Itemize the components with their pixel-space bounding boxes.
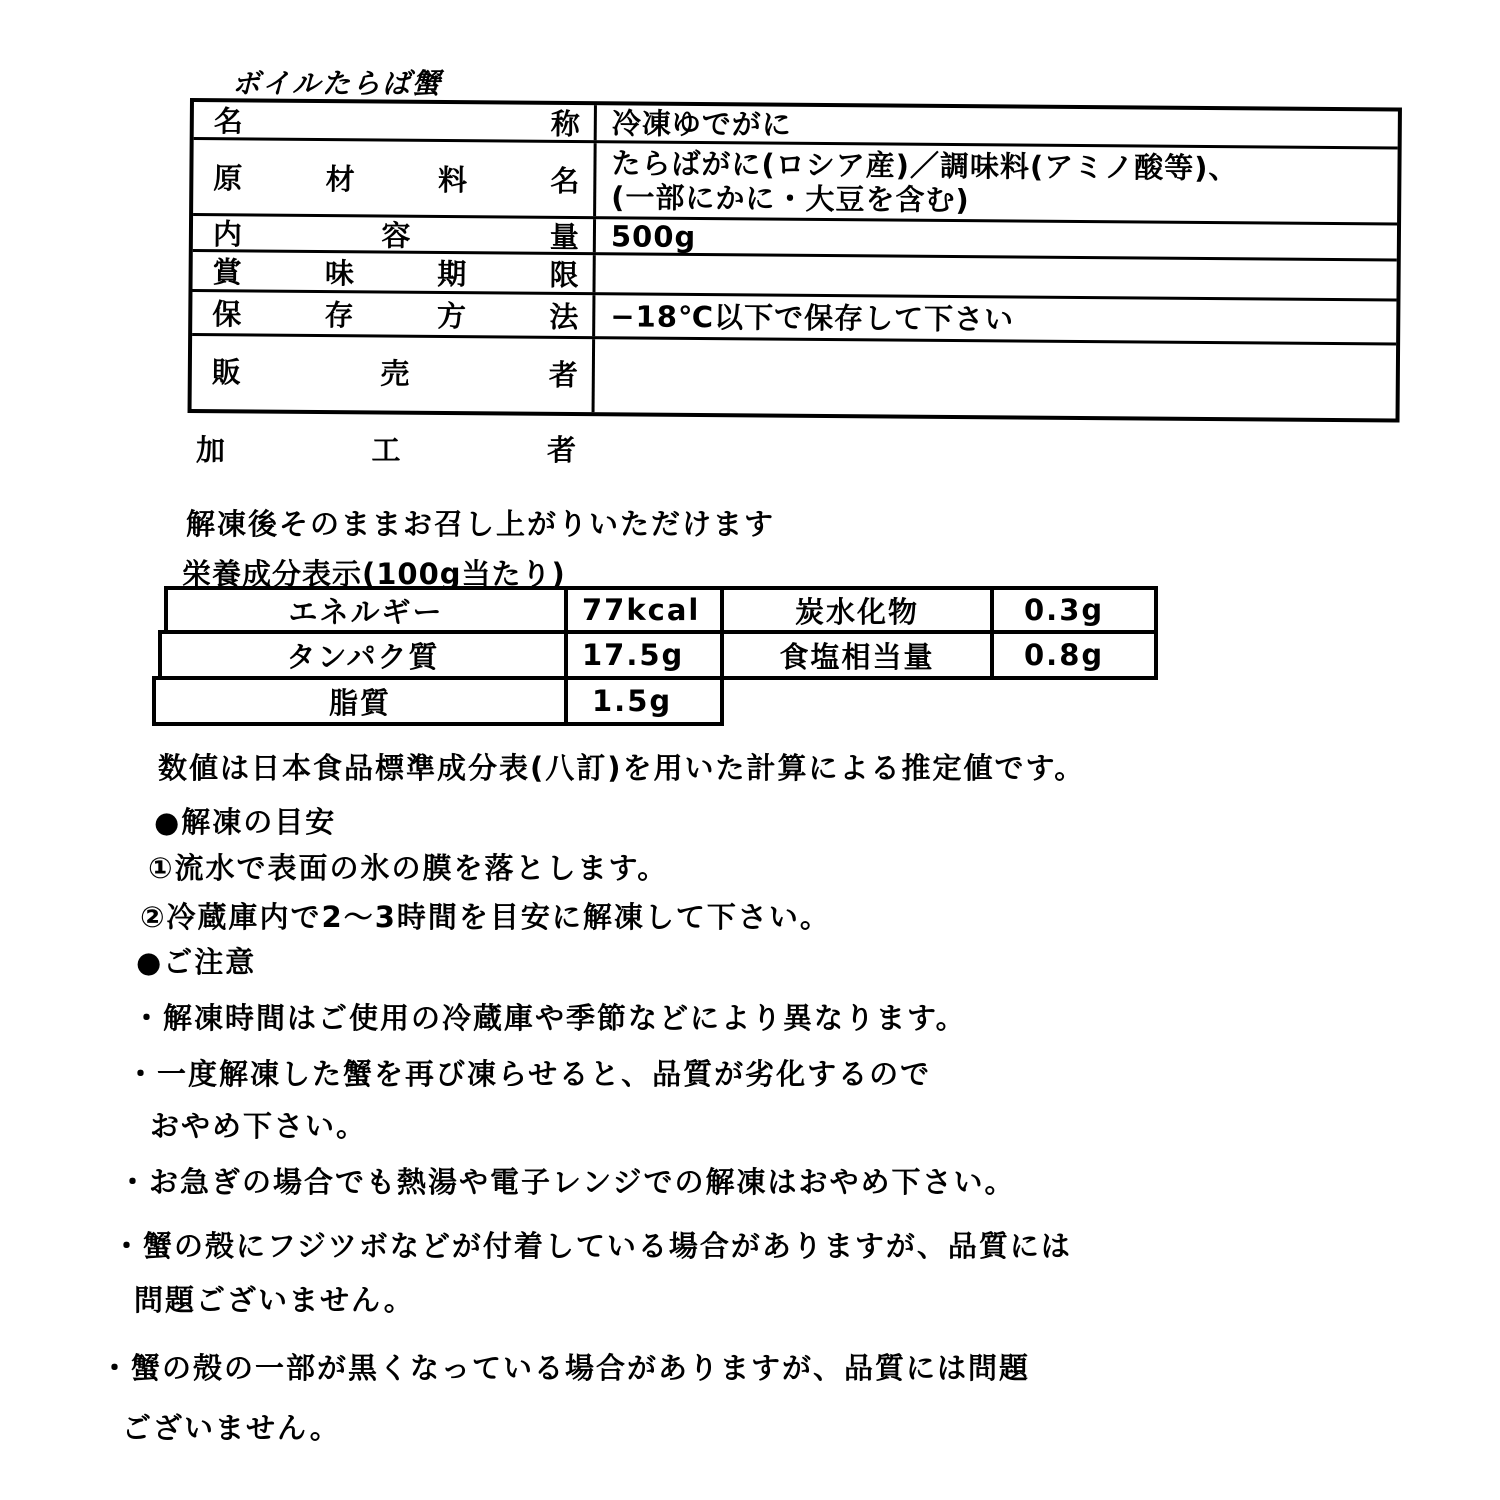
calc-note: 数値は日本食品標準成分表(八訂)を用いた計算による推定値です。 bbox=[158, 751, 1086, 785]
row-value bbox=[612, 105, 1388, 146]
nutrient-value-carbohydrate: 0.3g bbox=[990, 586, 1158, 634]
row-label: 販 売 者 bbox=[192, 336, 596, 412]
product-title: ボイルたらば蟹 bbox=[232, 67, 443, 100]
nutrient-value-salt: 0.8g bbox=[990, 630, 1158, 680]
row-value bbox=[610, 295, 1386, 342]
storage-value: −18℃以下で保存して下さい bbox=[610, 298, 1015, 336]
cautions-heading: ●ご注意 bbox=[136, 945, 257, 979]
row-label: 保 存 方 法 bbox=[192, 292, 595, 336]
caution-line: ・お急ぎの場合でも熱湯や電子レンジでの解凍はおやめ下さい。 bbox=[118, 1165, 1016, 1199]
label-row-seller bbox=[192, 336, 1397, 418]
nutrition-heading: 栄養成分表示(100g当たり) bbox=[182, 557, 566, 591]
processor-label: 加 工 者 bbox=[196, 433, 576, 467]
row-value bbox=[611, 219, 1387, 258]
thaw-note: 解凍後そのままお召し上がりいただけます bbox=[186, 507, 776, 541]
nutrient-value-energy: 77kcal bbox=[564, 586, 724, 634]
row-value bbox=[610, 339, 1387, 418]
caution-line: 問題ございません。 bbox=[134, 1283, 415, 1317]
row-label: 内 容 量 bbox=[193, 216, 596, 252]
caution-line: ・蟹の殻の一部が黒くなっている場合がありますが、品質には問題 bbox=[100, 1351, 1031, 1385]
product-name-value: 冷凍ゆでがに bbox=[611, 105, 792, 142]
nutrient-name-protein: タンパク質 bbox=[158, 630, 568, 680]
thaw-guide-step: ②冷蔵庫内で2～3時間を目安に解凍して下さい。 bbox=[140, 900, 831, 934]
nutrient-value-fat: 1.5g bbox=[564, 676, 724, 726]
caution-line: おやめ下さい。 bbox=[150, 1109, 368, 1143]
nutrient-name-salt: 食塩相当量 bbox=[720, 630, 994, 680]
nutrient-name-fat: 脂質 bbox=[152, 676, 568, 726]
caution-line: ・解凍時間はご使用の冷蔵庫や季節などにより異なります。 bbox=[132, 1001, 967, 1035]
ingredients-line: たらばがに(ロシア産)／調味料(アミノ酸等)、 bbox=[611, 145, 1239, 185]
nutrient-value-protein: 17.5g bbox=[564, 630, 724, 680]
label-row-ingredients bbox=[193, 140, 1398, 225]
caution-line: ・蟹の殻にフジツボなどが付着している場合がありますが、品質には bbox=[112, 1229, 1072, 1263]
caution-line: ・一度解凍した蟹を再び凍らせると、品質が劣化するので bbox=[126, 1057, 932, 1091]
nutrient-name-carbohydrate: 炭水化物 bbox=[720, 586, 994, 634]
thaw-guide-step: ①流水で表面の氷の膜を落とします。 bbox=[148, 851, 669, 885]
thaw-guide-heading: ●解凍の目安 bbox=[154, 805, 337, 839]
row-label: 賞 味 期 限 bbox=[192, 252, 595, 292]
nutrition-table bbox=[152, 586, 1105, 730]
ingredients-line: (一部にかに・大豆を含む) bbox=[611, 179, 970, 217]
seller-value bbox=[610, 376, 1386, 382]
row-label: 名 称 bbox=[194, 102, 597, 140]
nutrient-name-energy: エネルギー bbox=[164, 586, 568, 634]
best-before-value bbox=[611, 274, 1387, 280]
row-value bbox=[611, 143, 1388, 222]
row-value bbox=[610, 255, 1386, 298]
net-content-value: 500g bbox=[610, 218, 697, 254]
row-label: 原 材 料 名 bbox=[193, 140, 597, 216]
caution-line: ございません。 bbox=[122, 1411, 341, 1445]
label-table bbox=[188, 98, 1402, 423]
